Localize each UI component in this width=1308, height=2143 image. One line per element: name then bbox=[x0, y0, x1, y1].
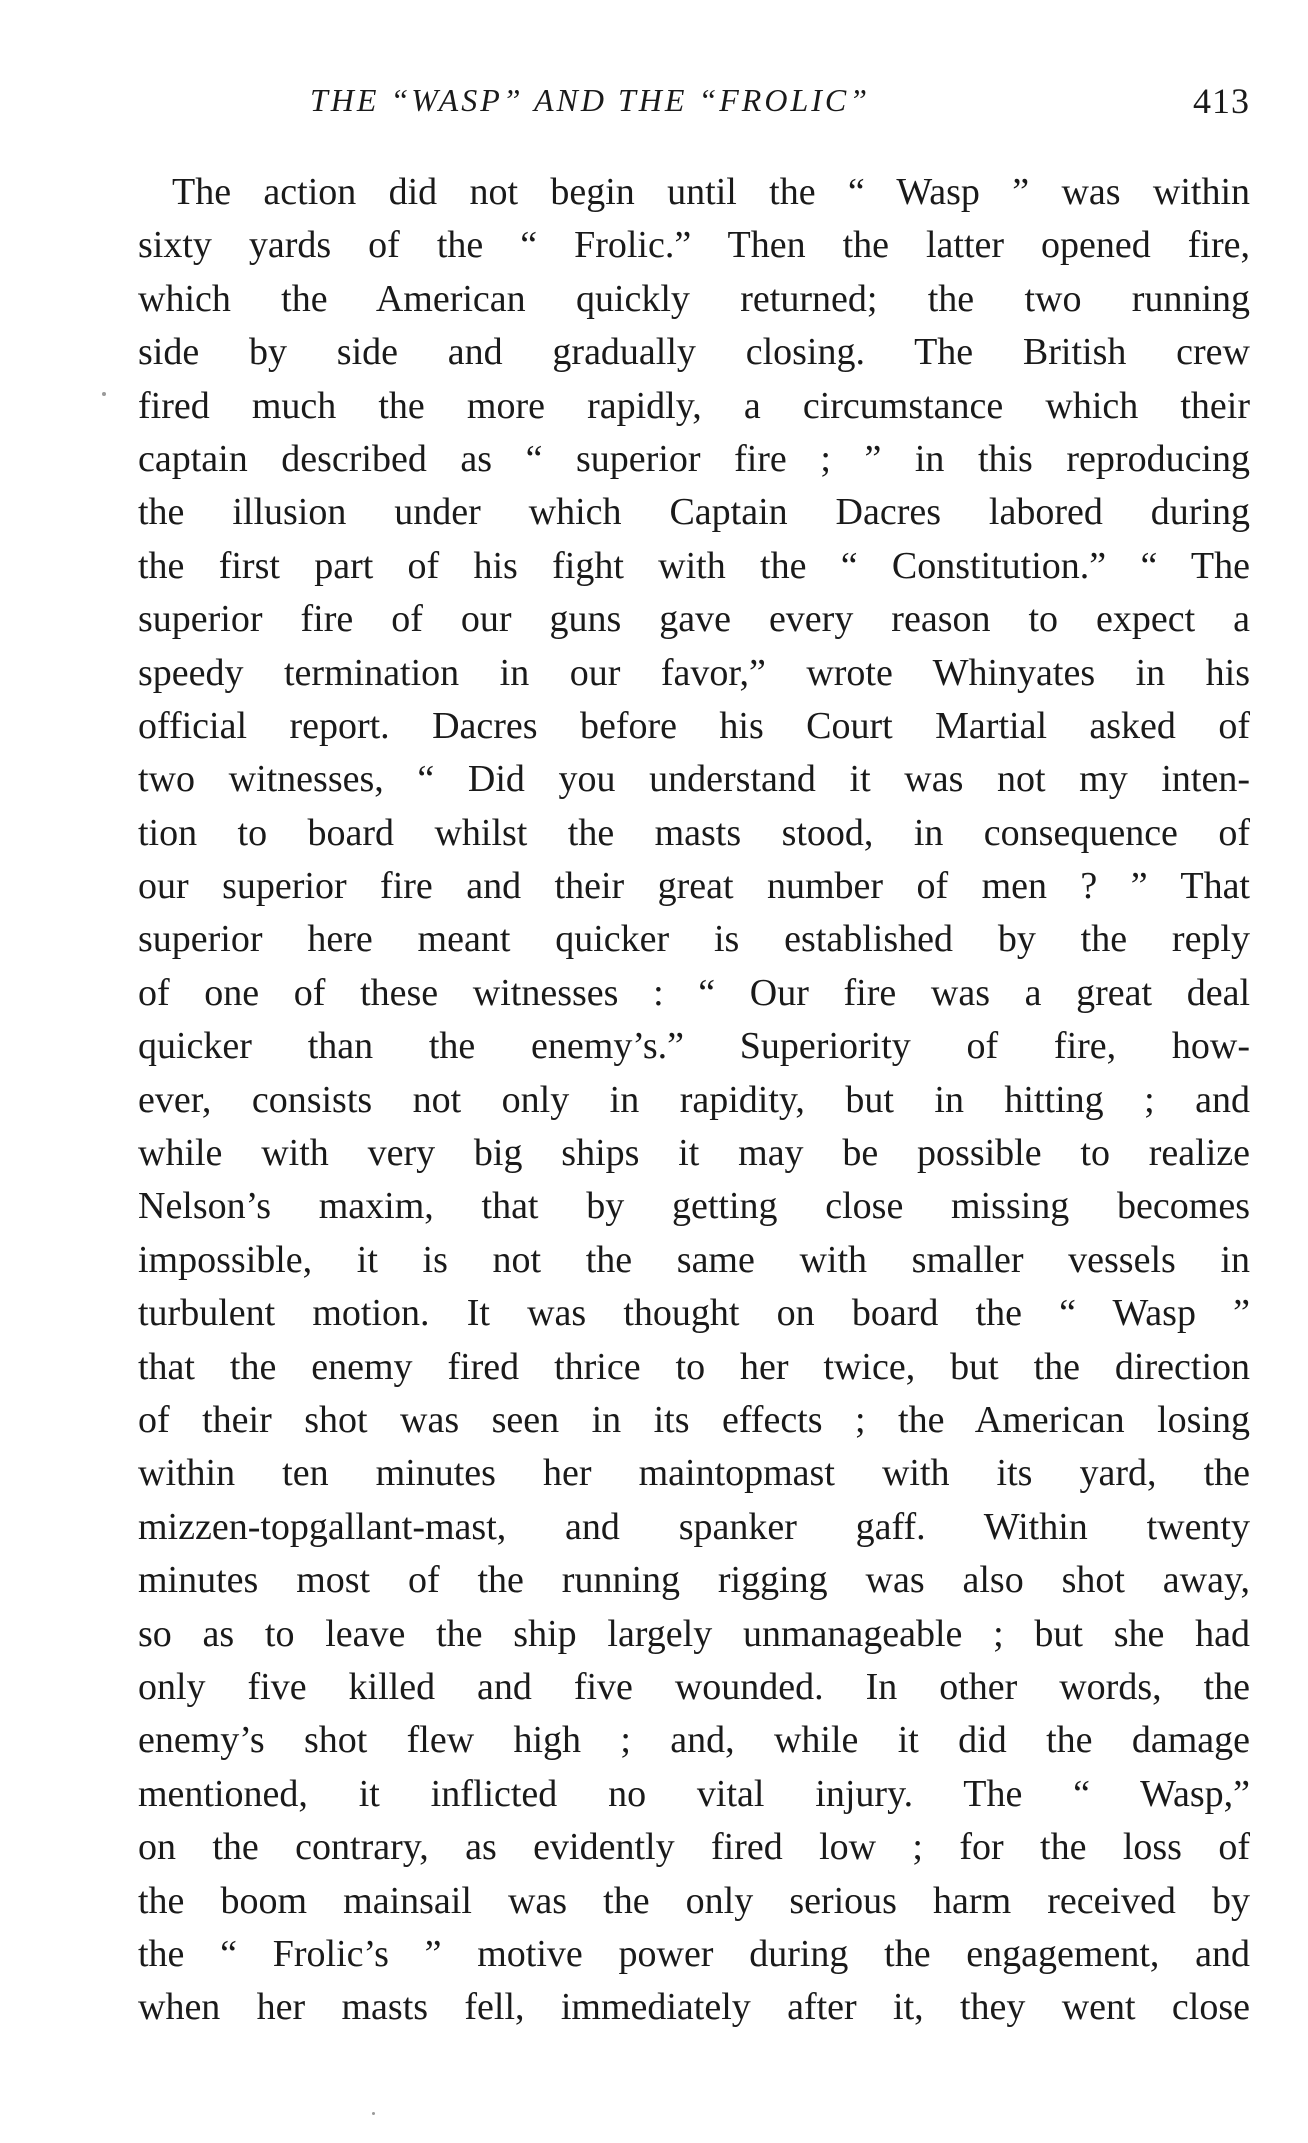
text-line: speedy termination in our favor,” wrote Whinyates in his bbox=[138, 651, 1250, 694]
text-line: official report. Dacres before his Court Martial asked of bbox=[138, 704, 1250, 747]
text-line: while with very big ships it may be possible to realize bbox=[138, 1132, 1250, 1175]
scan-speck bbox=[102, 392, 106, 396]
text-line: our superior fire and their great number of men ? ” That bbox=[138, 865, 1250, 908]
text-line: minutes most of the running rigging was also shot away, bbox=[138, 1559, 1250, 1602]
text-line: so as to leave the ship largely unmanageable ; but she had bbox=[138, 1612, 1250, 1655]
body-text bbox=[138, 166, 1250, 2035]
text-line: the “ Frolic’s ” motive power during the engagement, and bbox=[138, 1932, 1250, 1975]
text-line: enemy’s shot flew high ; and, while it did the damage bbox=[138, 1719, 1250, 1762]
text-line: impossible, it is not the same with smaller vessels in bbox=[138, 1238, 1250, 1281]
text-line: mizzen-topgallant-mast, and spanker gaff. Within twenty bbox=[138, 1505, 1250, 1548]
text-line: mentioned, it inflicted no vital injury. The “ Wasp,” bbox=[138, 1772, 1250, 1815]
text-line: of one of these witnesses : “ Our fire was a great deal bbox=[138, 971, 1250, 1014]
text-line: tion to board whilst the masts stood, in consequence of bbox=[138, 811, 1250, 854]
scan-speck bbox=[372, 2112, 375, 2115]
text-line: fired much the more rapidly, a circumstance which their bbox=[138, 384, 1250, 427]
text-line: ever, consists not only in rapidity, but in hitting ; and bbox=[138, 1078, 1250, 1121]
text-line: only five killed and five wounded. In other words, the bbox=[138, 1665, 1250, 1708]
text-line: of their shot was seen in its effects ; the American losing bbox=[138, 1398, 1250, 1441]
text-line: the first part of his fight with the “ Constitution.” “ The bbox=[138, 544, 1250, 587]
text-line: The action did not begin until the “ Wasp ” was within bbox=[172, 171, 1250, 213]
text-line: when her masts fell, immediately after it, they went close bbox=[138, 1986, 1250, 2029]
text-line: side by side and gradually closing. The British crew bbox=[138, 331, 1250, 374]
text-line: which the American quickly returned; the two running bbox=[138, 277, 1250, 320]
text-line: quicker than the enemy’s.” Superiority of fire, how- bbox=[138, 1025, 1250, 1068]
text-line: superior fire of our guns gave every reason to expect a bbox=[138, 598, 1250, 641]
text-line: Nelson’s maxim, that by getting close missing becomes bbox=[138, 1185, 1250, 1228]
page-number: 413 bbox=[1193, 81, 1250, 121]
text-line: two witnesses, “ Did you understand it was not my inten- bbox=[138, 758, 1250, 801]
text-line: that the enemy fired thrice to her twice, but the direction bbox=[138, 1345, 1250, 1388]
text-line: turbulent motion. It was thought on board the “ Wasp ” bbox=[138, 1292, 1250, 1335]
text-line: sixty yards of the “ Frolic.” Then the latter opened fire, bbox=[138, 224, 1250, 267]
text-line: superior here meant quicker is established by the reply bbox=[138, 918, 1250, 961]
text-line: within ten minutes her maintopmast with its yard, the bbox=[138, 1452, 1250, 1495]
text-line: on the contrary, as evidently fired low ; for the loss of bbox=[138, 1826, 1250, 1869]
text-line: the boom mainsail was the only serious harm received by bbox=[138, 1879, 1250, 1922]
text-line: the illusion under which Captain Dacres labored during bbox=[138, 491, 1250, 534]
text-line: captain described as “ superior fire ; ” in this reproducing bbox=[138, 437, 1250, 480]
running-head bbox=[160, 82, 1250, 126]
running-title: THE “WASP” AND THE “FROLIC” bbox=[310, 82, 871, 118]
